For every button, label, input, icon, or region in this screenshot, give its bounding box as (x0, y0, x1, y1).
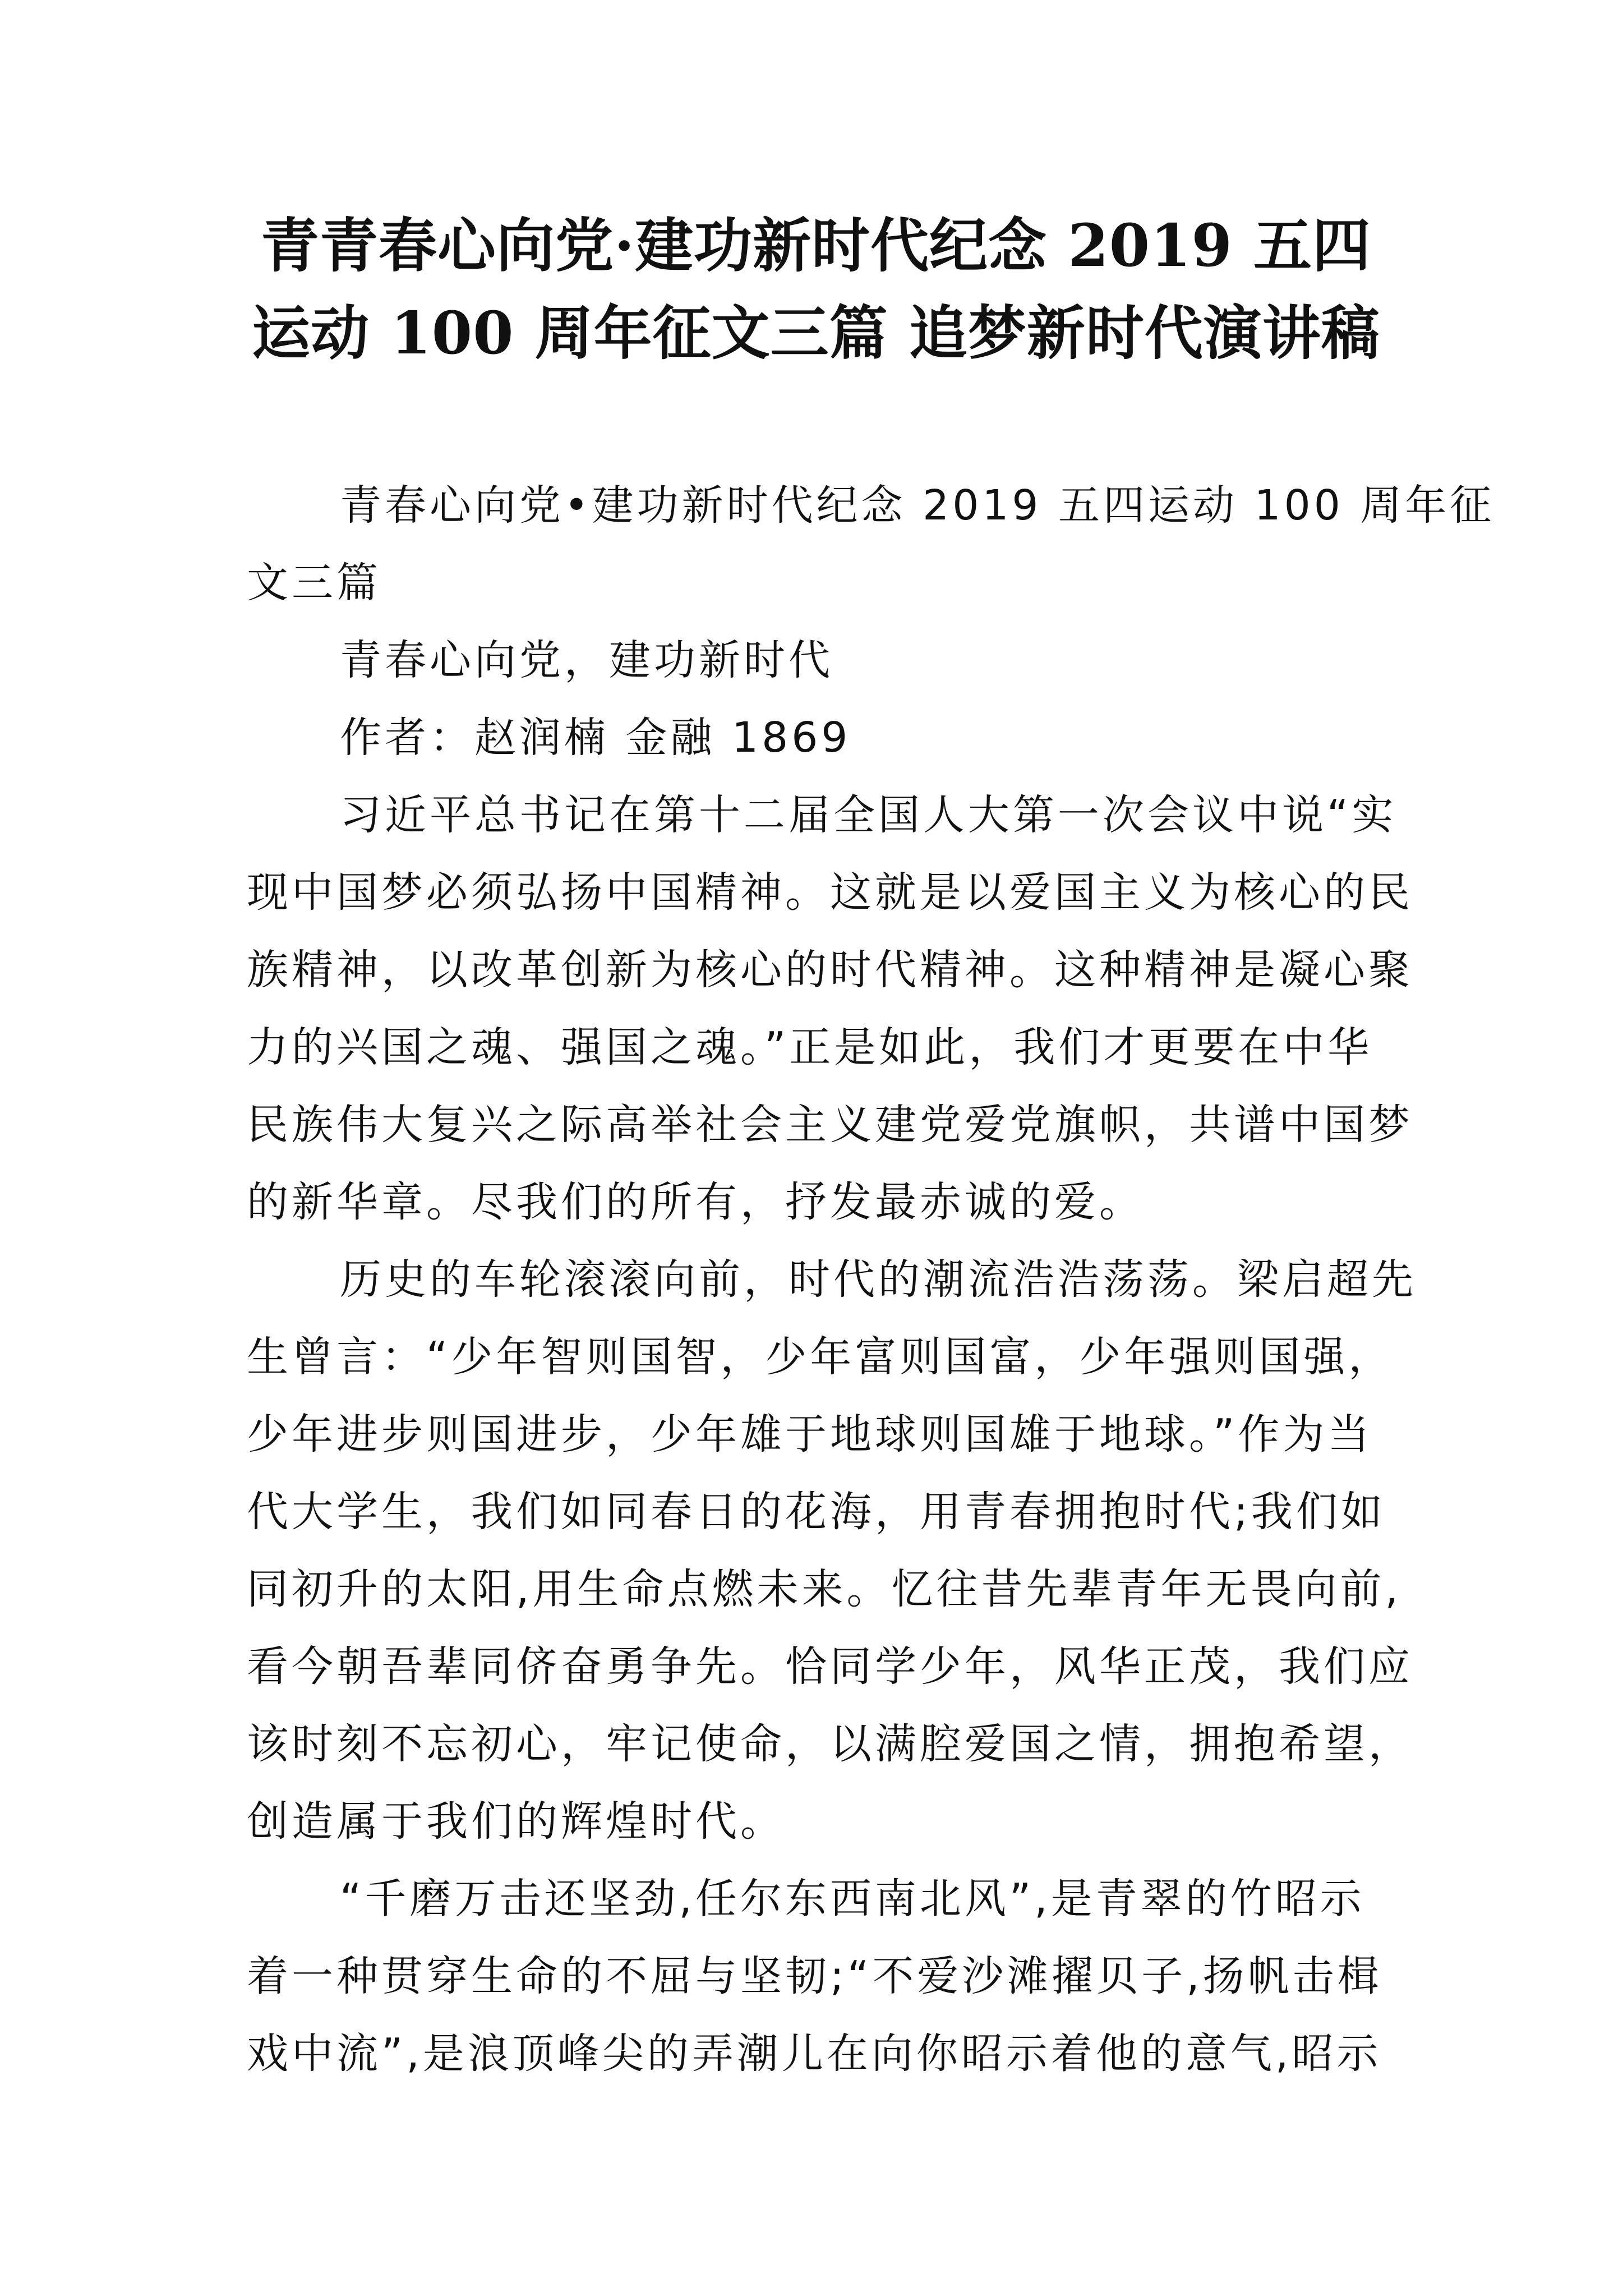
paragraph-line: “千磨万击还坚劲,任尔东西南北风”,是青翠的竹昭示 (340, 1875, 1365, 1923)
paragraph-line: 同初升的太阳,用生命点燃未来。忆往昔先辈青年无畏向前, (247, 1565, 1402, 1613)
paragraph-line: 着一种贯穿生命的不屈与坚韧;“不爱沙滩擢贝子,扬帆击楫 (247, 1952, 1382, 2000)
paragraph-line: 历史的车轮滚滚向前，时代的潮流浩浩荡荡。梁启超先 (340, 1255, 1417, 1304)
paragraph-line: 该时刻不忘初心，牢记使命，以满腔爱国之情，拥抱希望， (247, 1720, 1413, 1768)
subtitle-line: 青春心向党，建功新时代 (340, 636, 833, 684)
author-line: 作者：赵润楠 金融 1869 (340, 714, 851, 762)
title-line-2: 运动 100 周年征文三篇 追梦新时代演讲稿 (252, 298, 1380, 367)
paragraph-line: 现中国梦必须弘扬中国精神。这就是以爱国主义为核心的民 (247, 868, 1413, 917)
paragraph-line: 少年进步则国进步，少年雄于地球则国雄于地球。”作为当 (247, 1410, 1373, 1458)
paragraph-line: 青春心向党•建功新时代纪念 2019 五四运动 100 周年征 (340, 481, 1495, 530)
paragraph-line: 创造属于我们的辉煌时代。 (247, 1797, 785, 1846)
paragraph-line: 习近平总书记在第十二届全国人大第一次会议中说“实 (340, 791, 1397, 839)
paragraph-line: 族精神，以改革创新为核心的时代精神。这种精神是凝心聚 (247, 946, 1413, 994)
title-line-1: 青青春心向党·建功新时代纪念 2019 五四 (260, 211, 1372, 280)
paragraph-line: 民族伟大复兴之际高举社会主义建党爱党旗帜，共谱中国梦 (247, 1101, 1413, 1149)
document-title (247, 202, 1385, 377)
paragraph-line: 力的兴国之魂、强国之魂。”正是如此，我们才更要在中华 (247, 1023, 1373, 1071)
paragraph-line: 代大学生，我们如同春日的花海，用青春拥抱时代;我们如 (247, 1488, 1386, 1536)
paragraph-line: 生曾言：“少年智则国智，少年富则国富，少年强则国强， (247, 1333, 1394, 1381)
paragraph-line: 戏中流”,是浪顶峰尖的弄潮儿在向你昭示着他的意气,昭示 (247, 2030, 1382, 2078)
paragraph-line: 的新华章。尽我们的所有，抒发最赤诚的爱。 (247, 1178, 1144, 1226)
document-body (247, 467, 1495, 2092)
paragraph-line: 看今朝吾辈同侪奋勇争先。恰同学少年，风华正茂，我们应 (247, 1642, 1413, 1691)
paragraph-line: 文三篇 (247, 559, 381, 607)
